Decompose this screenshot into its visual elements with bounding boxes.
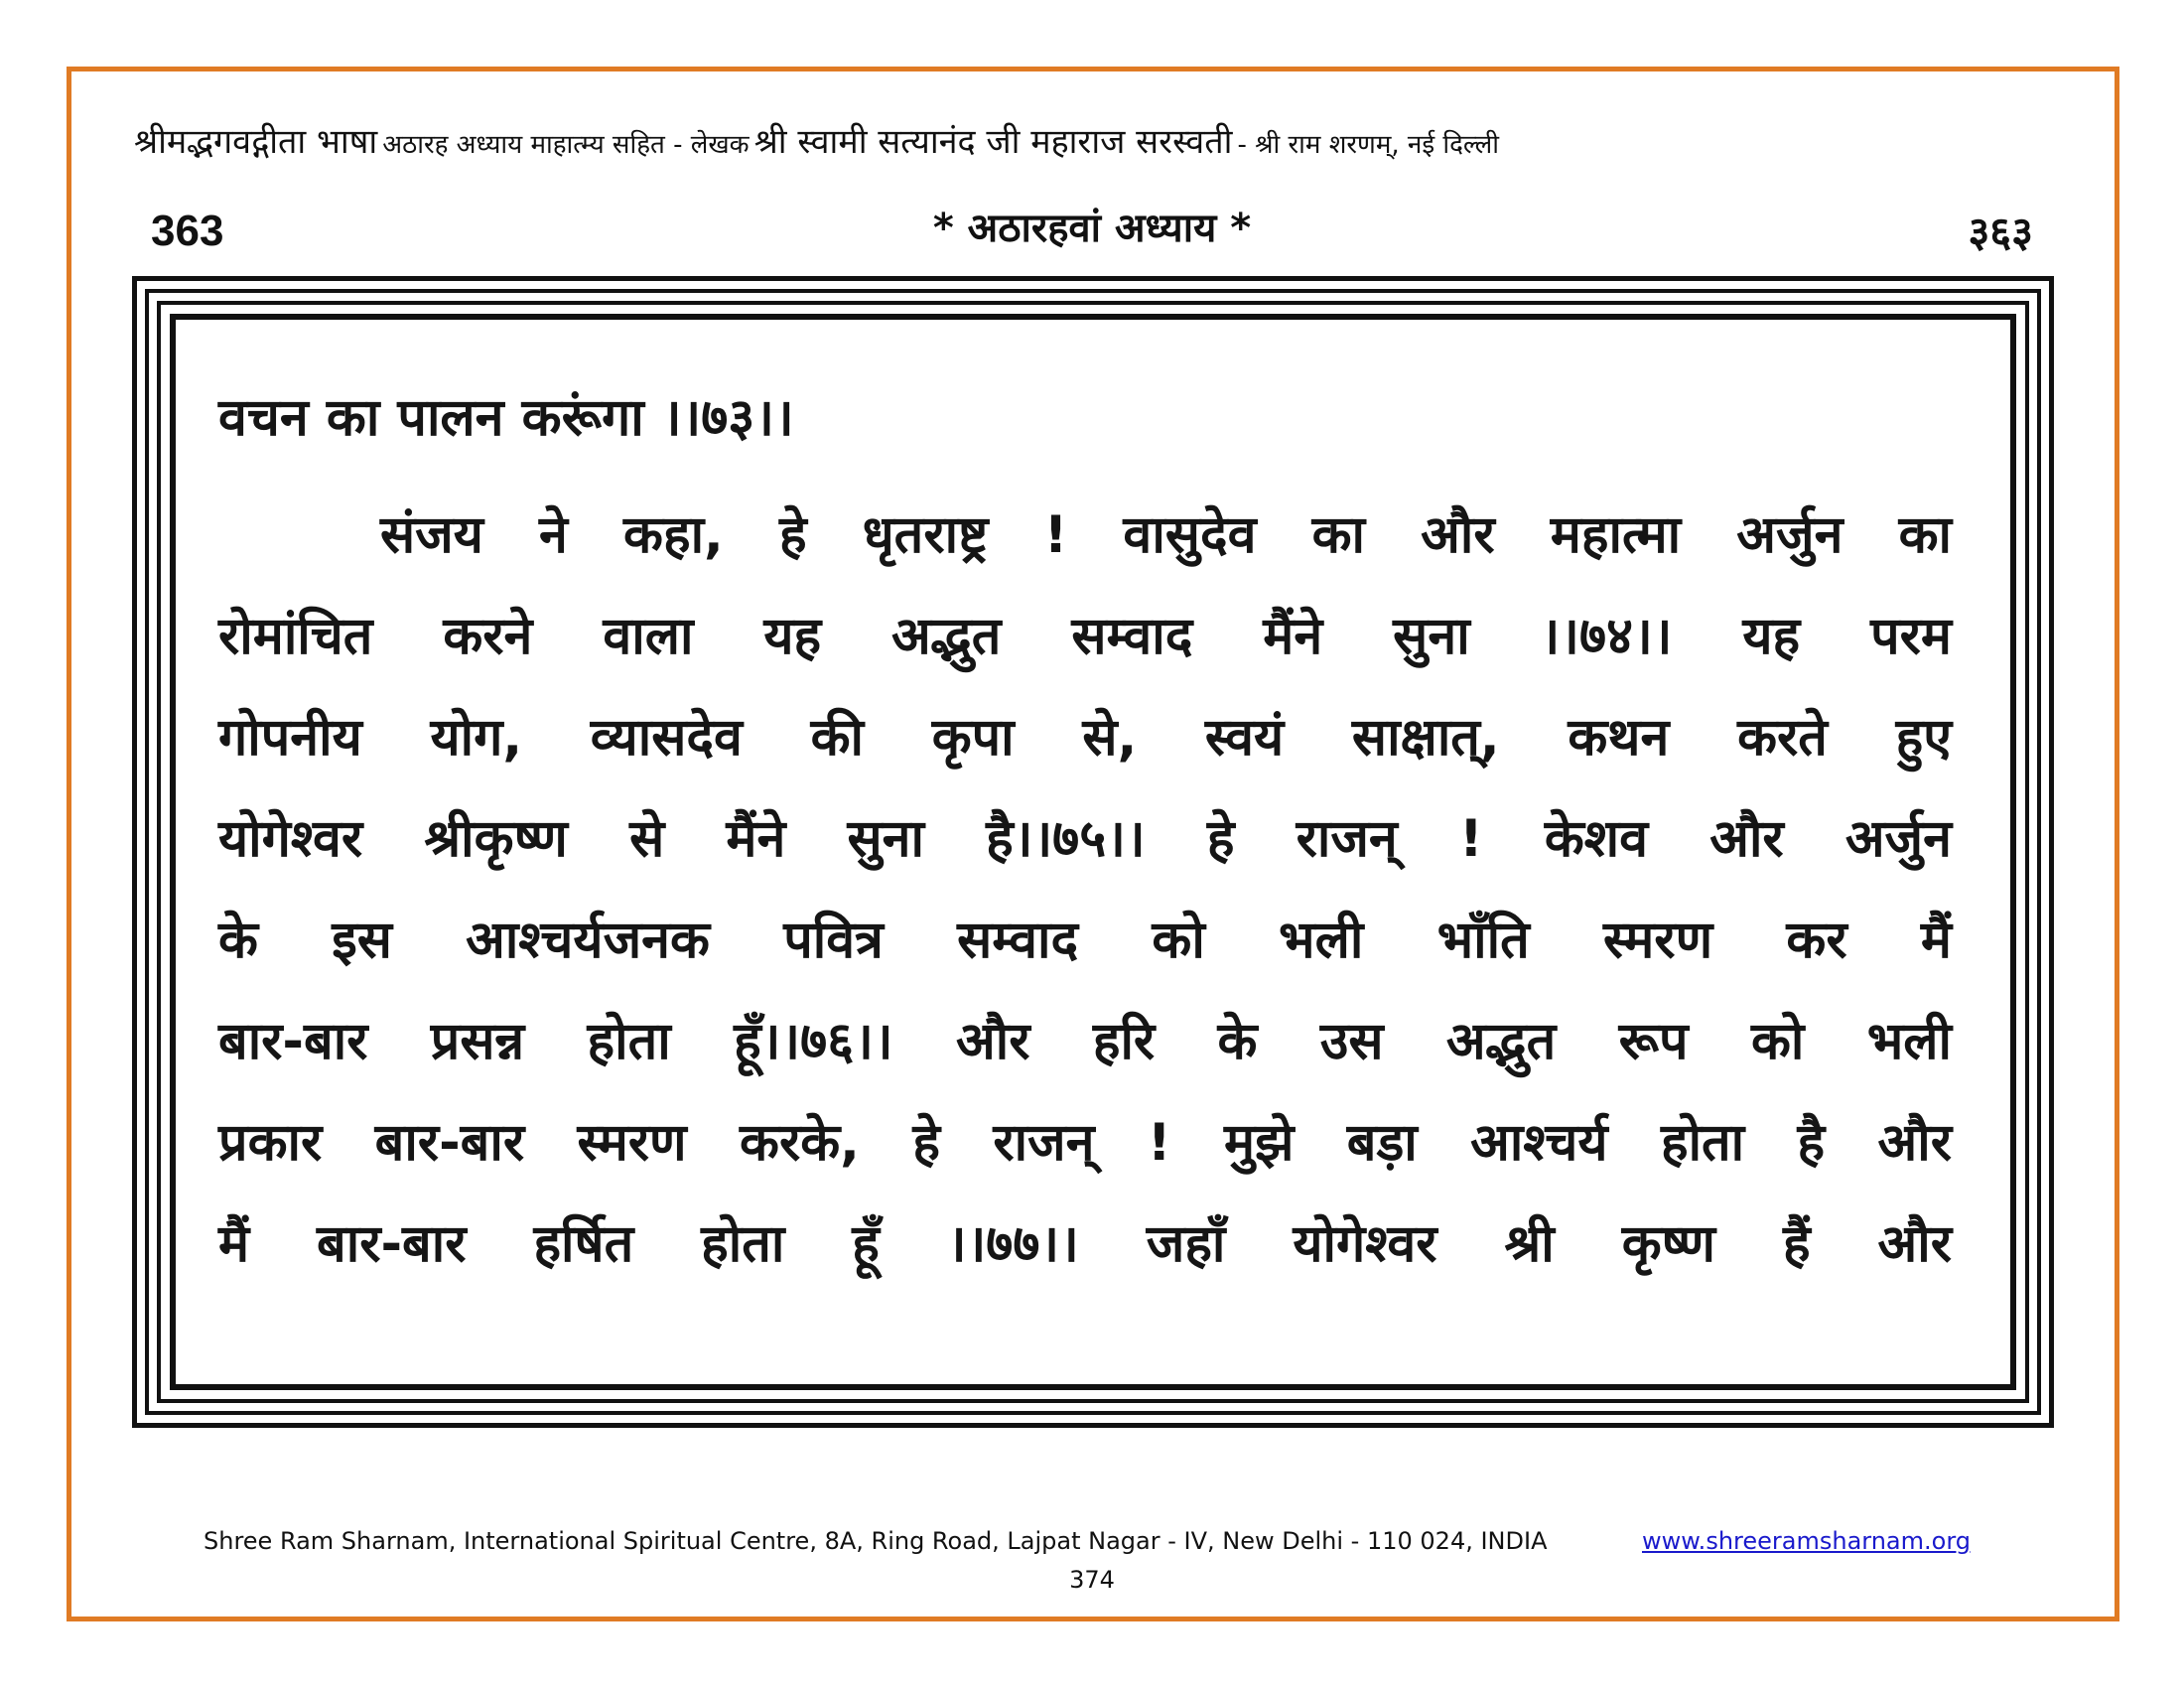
running-header	[134, 117, 2070, 163]
verse-line: गोपनीय योग, व्यासदेव की कृपा से, स्वयं साक्षात्, कथन करते हुए	[218, 708, 1952, 768]
page-number-arabic: 363	[151, 207, 224, 255]
verse-line: वचन का पालन करूंगा ।।७३।।	[218, 388, 794, 448]
author-name: श्री स्वामी सत्यानंद जी महाराज सरस्वती	[753, 122, 1233, 162]
verse-line: मैं बार-बार हर्षित होता हूँ ।।७७।। जहाँ योगेश्वर श्री कृष्ण हैं और	[218, 1214, 1952, 1274]
verse-line: रोमांचित करने वाला यह अद्भुत सम्वाद मैंने सुना ।।७४।। यह परम	[218, 607, 1952, 666]
footer-page-number: 374	[1069, 1566, 1115, 1594]
page-number-devanagari: ३६३	[1968, 208, 2033, 256]
verse-line: प्रकार बार-बार स्मरण करके, हे राजन् ! मुझे बड़ा आश्चर्य होता है और	[218, 1113, 1952, 1173]
verse-line: के इस आश्चर्यजनक पवित्र सम्वाद को भली भाँति स्मरण कर मैं	[218, 911, 1952, 970]
chapter-title: * अठारहवां अध्याय *	[932, 206, 1252, 251]
book-title: श्रीमद्भगवद्गीता भाषा	[134, 122, 378, 162]
website-link[interactable]: www.shreeramsharnam.org	[1642, 1527, 1972, 1555]
verse-line: संजय ने कहा, हे धृतराष्ट्र ! वासुदेव का और महात्मा अर्जुन का	[380, 505, 1952, 565]
verse-line: बार-बार प्रसन्न होता हूँ।।७६।। और हरि के उस अद्भुत रूप को भली	[218, 1012, 1952, 1071]
footer-address: Shree Ram Sharnam, International Spiritual Centre, 8A, Ring Road, Lajpat Nagar - IV, New Delhi - 110 024, INDIA	[204, 1527, 1548, 1555]
publisher-name: - श्री राम शरणम्, नई दिल्ली	[1237, 130, 1499, 160]
book-subtitle: अठारह अध्याय माहात्म्य सहित - लेखक	[382, 130, 750, 160]
verse-line: योगेश्वर श्रीकृष्ण से मैंने सुना है।।७५।। हे राजन् ! केशव और अर्जुन	[218, 809, 1952, 869]
